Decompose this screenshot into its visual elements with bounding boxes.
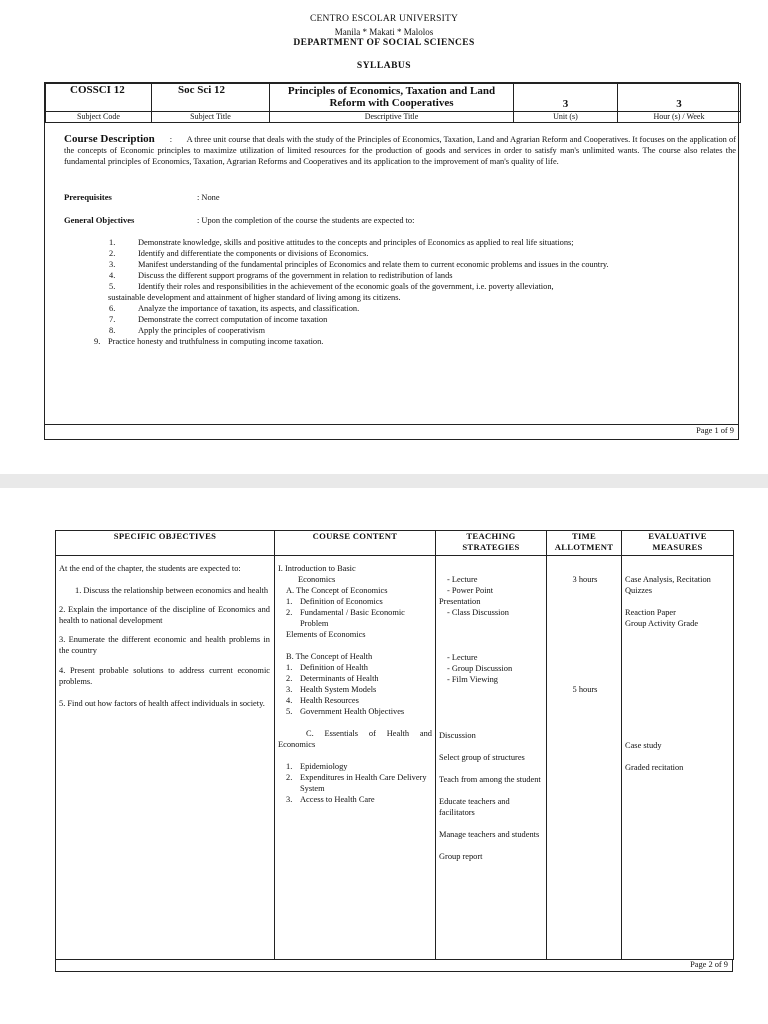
prerequisites-label: Prerequisites bbox=[64, 192, 112, 202]
time-value: 3 hours bbox=[572, 575, 598, 584]
header-specific-objectives: SPECIFIC OBJECTIVES bbox=[56, 531, 275, 556]
content-item: 5. Government Health Objectives bbox=[286, 707, 405, 716]
course-description-text: A three unit course that deals with the study of the Principles of Economics, Taxation, Land and Agrarian Reform and Cooperatives. It focuses on the application of the concepts of Economic principles to maximize utilization of limited resources for the production of goods and services in order to satisfy man's unlimited wants. The course also relates the fundamental principles of Economics, Taxation, Agrarian Reforms and Cooperatives and its application to the improvement of man's quality of life. bbox=[64, 135, 736, 166]
header-evaluative-measures: EVALUATIVE MEASURES bbox=[622, 531, 734, 556]
subject-title-label: Subject Title bbox=[152, 112, 270, 123]
strategy: Presentation bbox=[439, 597, 481, 606]
evaluation-item: Reaction Paper bbox=[625, 608, 676, 617]
general-objective-item: 6. Analyze the importance of taxation, its aspects, and classification. bbox=[109, 304, 360, 313]
general-objective-item-continued: sustainable development and attainment of higher standard of living among its citizens. bbox=[108, 293, 401, 302]
content-section-a: A. The Concept of Economics bbox=[286, 586, 388, 595]
specific-objectives-cell bbox=[56, 556, 275, 960]
general-objective-item: 9. Practice honesty and truthfulness in computing income taxation. bbox=[94, 337, 324, 346]
course-plan-table bbox=[55, 530, 734, 960]
evaluation-item: Case Analysis, Recitation bbox=[625, 575, 711, 584]
specific-objective-3: 3. Enumerate the different economic and health problems in the country bbox=[59, 635, 270, 655]
content-unit-1-line2: Economics bbox=[298, 575, 336, 584]
strategy: - Film Viewing bbox=[447, 675, 498, 684]
header-time-allotment: TIME ALLOTMENT bbox=[547, 531, 622, 556]
general-objective-item: 3. Manifest understanding of the fundamental principles of Economics and relate them to current economic problems and issues in the country. bbox=[109, 260, 609, 269]
general-objective-item: 5. Identify their roles and responsibilities in the achievement of the economic goals of the government, i.e. poverty alleviation, bbox=[109, 282, 554, 291]
strategy: - Lecture bbox=[447, 575, 478, 584]
content-item: 1. Definition of Health bbox=[286, 663, 368, 672]
campus-list: Manila * Makati * Malolos bbox=[334, 27, 434, 37]
general-objectives-label: General Objectives bbox=[64, 215, 135, 225]
page-number: Page 2 of 9 bbox=[690, 960, 728, 969]
header-course-content: COURSE CONTENT bbox=[275, 531, 436, 556]
general-objective-item: 2. Identify and differentiate the components or divisions of Economics. bbox=[109, 249, 369, 258]
page-footer bbox=[55, 960, 733, 972]
descriptive-title-value bbox=[270, 84, 514, 112]
time-allotment-cell bbox=[547, 556, 622, 960]
descriptive-title-line1: Principles of Economics, Taxation and Land bbox=[287, 85, 496, 97]
document-title: SYLLABUS bbox=[356, 61, 412, 71]
subject-code-label: Subject Code bbox=[46, 112, 152, 123]
prerequisites-value: : None bbox=[197, 193, 220, 202]
specific-objective-5: 5. Find out how factors of health affect individuals in society. bbox=[59, 699, 265, 708]
course-info-table bbox=[45, 83, 741, 123]
course-description-sep: : bbox=[169, 135, 173, 144]
teaching-strategies-cell bbox=[436, 556, 547, 960]
content-item: 3. Health System Models bbox=[286, 685, 377, 694]
specific-objective-2: 2. Explain the importance of the discipline of Economics and health to national development bbox=[59, 605, 270, 625]
header-teaching-strategies: TEACHING STRATEGIES bbox=[436, 531, 547, 556]
strategy: Manage teachers and students bbox=[439, 830, 540, 839]
page-number: Page 1 of 9 bbox=[696, 426, 734, 435]
evaluation-item: Quizzes bbox=[625, 586, 652, 595]
course-content-cell bbox=[275, 556, 436, 960]
content-item: 2. Determinants of Health bbox=[286, 674, 379, 683]
subject-title-value: Soc Sci 12 bbox=[152, 84, 270, 112]
strategy: Select group of structures bbox=[439, 753, 525, 762]
strategy: - Group Discussion bbox=[447, 664, 513, 673]
content-section-c: C. Essentials of Health and Economics bbox=[278, 729, 432, 749]
content-item: 2. Expenditures in Health Care Delivery System bbox=[286, 773, 427, 793]
objectives-intro: At the end of the chapter, the students are expected to: bbox=[59, 564, 241, 573]
content-item: 1. Definition of Economics bbox=[286, 597, 383, 606]
syllabus-page-1 bbox=[0, 0, 768, 474]
course-description-label: Course Description bbox=[64, 133, 155, 145]
hours-value: 3 bbox=[618, 84, 741, 112]
content-item: 2. Fundamental / Basic Economic Problem bbox=[286, 608, 405, 628]
department-name: DEPARTMENT OF SOCIAL SCIENCES bbox=[293, 38, 475, 48]
content-item: Elements of Economics bbox=[286, 630, 366, 639]
evaluation-item: Graded recitation bbox=[625, 763, 684, 772]
specific-objective-1: 1. Discuss the relationship between economics and health bbox=[75, 586, 269, 595]
general-objectives-intro: : Upon the completion of the course the students are expected to: bbox=[197, 216, 415, 225]
descriptive-title-line2: Reform with Cooperatives bbox=[329, 97, 454, 109]
descriptive-title-label: Descriptive Title bbox=[270, 112, 514, 123]
university-name: CENTRO ESCOLAR UNIVERSITY bbox=[309, 14, 459, 24]
evaluative-measures-cell bbox=[622, 556, 734, 960]
strategy: Teach from among the student bbox=[439, 775, 541, 784]
content-item: 4. Health Resources bbox=[286, 696, 359, 705]
content-unit-1-line1: I. Introduction to Basic bbox=[278, 564, 356, 573]
content-item: 1. Epidemiology bbox=[286, 762, 348, 771]
subject-code-value: COSSCI 12 bbox=[46, 84, 152, 112]
strategy: - Class Discussion bbox=[447, 608, 509, 617]
strategy: Discussion bbox=[439, 731, 476, 740]
strategy: Group report bbox=[439, 852, 483, 861]
general-objective-item: 4. Discuss the different support programs of the government in relation to redistribution of lands bbox=[109, 271, 453, 280]
evaluation-item: Group Activity Grade bbox=[625, 619, 699, 628]
content-item: 3. Access to Health Care bbox=[286, 795, 375, 804]
strategy: Educate teachers and facilitators bbox=[439, 797, 510, 817]
general-objective-item: 8. Apply the principles of cooperativism bbox=[109, 326, 265, 335]
syllabus-page-2 bbox=[0, 488, 768, 1024]
units-value: 3 bbox=[514, 84, 618, 112]
general-objective-item: 7. Demonstrate the correct computation of income taxation bbox=[109, 315, 328, 324]
hours-label: Hour (s) / Week bbox=[618, 112, 741, 123]
course-description bbox=[64, 134, 736, 167]
evaluation-item: Case study bbox=[625, 741, 662, 750]
strategy: - Lecture bbox=[447, 653, 478, 662]
content-section-b: B. The Concept of Health bbox=[286, 652, 373, 661]
strategy: - Power Point bbox=[447, 586, 494, 595]
footer-divider bbox=[45, 424, 738, 425]
general-objective-item: 1. Demonstrate knowledge, skills and positive attitudes to the concepts and principles of Economics as applied to real life situations; bbox=[109, 238, 574, 247]
units-label: Unit (s) bbox=[514, 112, 618, 123]
specific-objective-4: 4. Present probable solutions to address current economic problems. bbox=[59, 666, 270, 686]
course-info-box bbox=[44, 82, 739, 440]
time-value: 5 hours bbox=[572, 685, 598, 694]
